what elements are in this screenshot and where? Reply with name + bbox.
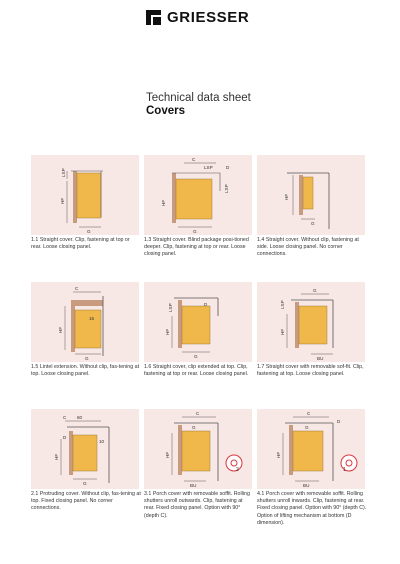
label-g: G <box>87 229 91 234</box>
figure-1-4-diagram <box>257 155 365 235</box>
label-60: 60 <box>77 415 83 420</box>
griesser-logo <box>146 9 249 26</box>
figure-1-1-diagram <box>31 155 139 235</box>
label-hf: HF <box>276 451 281 458</box>
label-15: 15 <box>89 316 95 321</box>
label-lsp: LSP <box>280 300 285 309</box>
figure-3-1-caption: 3.1 Porch cover with removable soffit. Rolling shutters unroll outwards. Clip, fastening at rear. Fixed closing panel. Option with 90° (depth C). <box>144 491 250 519</box>
label-d: D <box>204 302 208 307</box>
figure-1-6-caption: 1.6 Straight cover, clip extended at top. Clip, fastening at top or rear. Loose closing panel. <box>144 364 249 378</box>
griesser-square-logo-icon <box>146 10 161 25</box>
label-g: G <box>192 425 196 430</box>
figure-1-7 <box>257 282 365 378</box>
label-g: G <box>85 356 89 361</box>
figure-1-1-caption: 1.1 Straight cover. Clip, fastening at top or rear. Loose closing panel. <box>31 237 130 251</box>
label-bu: BU <box>303 483 310 488</box>
label-g: G <box>311 221 315 226</box>
figure-3-1 <box>144 409 252 520</box>
figure-1-1 <box>31 155 139 251</box>
label-c: C <box>196 411 200 416</box>
label-lsp: LSP <box>168 303 173 312</box>
label-g: G <box>83 481 87 486</box>
figure-2-1-caption: 2.1 Protruding cover. Without clip, fas-tening at top. Fixed closing panel. No corner connections. <box>31 491 141 512</box>
document-subtitle: Technical data sheet <box>146 92 251 104</box>
label-bu: BU <box>317 356 324 361</box>
figure-2-1-diagram <box>31 409 139 489</box>
figure-2-1 <box>31 409 139 513</box>
figure-1-6-diagram <box>144 282 252 362</box>
label-d: D <box>63 435 67 440</box>
label-hf: HF <box>280 328 285 335</box>
label-hf: HF <box>54 453 59 460</box>
label-lsp-top: LSP <box>204 165 213 170</box>
label-lsp-side: LSP <box>224 184 229 193</box>
label-hf: HF <box>161 199 166 206</box>
label-g: G <box>194 354 198 359</box>
label-lsp: LSP <box>61 168 66 177</box>
label-d: D <box>226 165 230 170</box>
label-10: 10 <box>99 439 105 444</box>
label-c: C <box>75 286 79 291</box>
figure-1-7-caption: 1.7 Straight cover with removable sof-fit. Clip, fastening at top. Loose closing panel. <box>257 364 364 378</box>
figure-1-4 <box>257 155 365 259</box>
label-g: G <box>193 229 197 234</box>
label-hf: HF <box>165 328 170 335</box>
figure-1-3 <box>144 155 252 259</box>
label-hf: HF <box>165 451 170 458</box>
figure-3-1-diagram <box>144 409 252 489</box>
label-c: C <box>63 415 67 420</box>
brand-name: GRIESSER <box>167 9 250 26</box>
label-d: D <box>337 419 341 424</box>
figure-1-3-caption: 1.3 Straight cover. Blind package posi-tioned deeper. Clip, fastening at top or rear. Loose closing panel. <box>144 237 249 258</box>
title-block <box>146 92 251 118</box>
figure-4-1-caption: 4.1 Porch cover with removable soffit. Rolling shutters unroll inwards. Clip, fastening at rear. Fixed closing panel. Option with 90° (depth C). Option of lifting mechanism at bottom (D dimension). <box>257 491 367 526</box>
figure-1-7-diagram <box>257 282 365 362</box>
label-hf: HF <box>60 197 65 204</box>
figure-1-5-diagram <box>31 282 139 362</box>
label-g: G <box>313 288 317 293</box>
rotation-number-1: 1 <box>343 467 346 473</box>
figure-1-4-caption: 1.4 Straight cover. Without clip, fastening at side. Loose closing panel. No corner connections. <box>257 237 359 258</box>
rotation-number-2: 2 <box>236 467 239 473</box>
label-c: C <box>307 411 311 416</box>
figure-4-1-diagram <box>257 409 365 489</box>
figure-1-5 <box>31 282 139 378</box>
label-c: C <box>192 157 196 162</box>
figure-1-6 <box>144 282 252 378</box>
label-hf: HF <box>284 193 289 200</box>
label-g: G <box>305 425 309 430</box>
figure-1-3-diagram <box>144 155 252 235</box>
figure-1-5-caption: 1.5 Lintel extension. Without clip, fas-tening at top. Loose closing panel. <box>31 364 140 378</box>
document-title: Covers <box>146 105 185 117</box>
figure-4-1 <box>257 409 365 527</box>
label-hf: HF <box>58 326 63 333</box>
label-bu: BU <box>190 483 197 488</box>
